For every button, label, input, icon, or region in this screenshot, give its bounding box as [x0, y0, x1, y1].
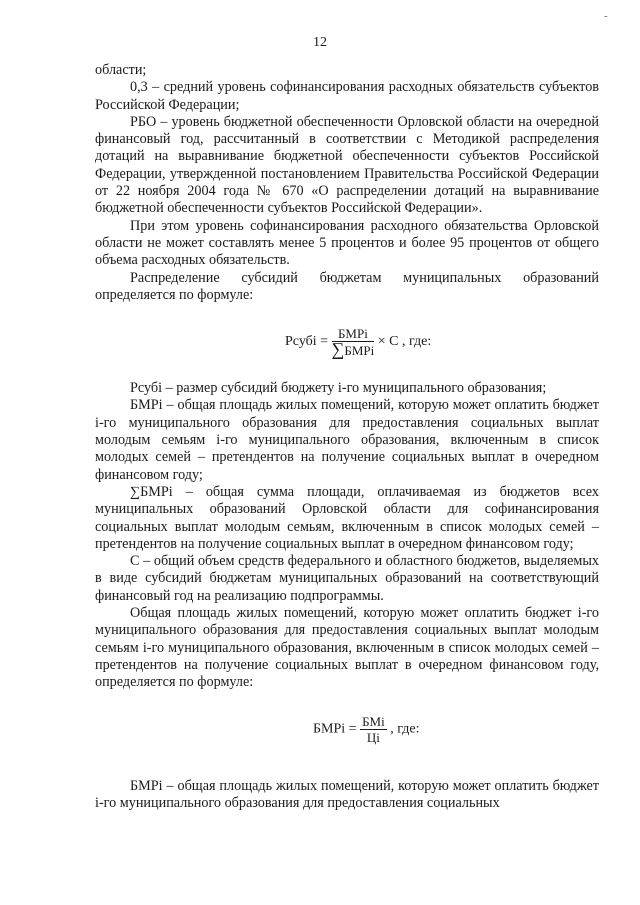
paragraph: ∑БМРi – общая сумма площади, оплачиваемая из бюджетов всех муниципальных образований Орловской области для софинансирования социальных выплат молодым семьям, включенным в список молодых семей – претендентов на получение социальных выплат в очередном финансовом году;: [95, 483, 599, 552]
paragraph: Общая площадь жилых помещений, которую может оплатить бюджет i-го муниципального образования для предоставления социальных выплат молодым семьям i-го муниципального образования, включенным в список молодых семей – претендентов на получение социальных выплат в очередном финансовом году, определяется по формуле:: [95, 605, 599, 691]
paragraph: Рсубi – размер субсидий бюджету i-го муниципального образования;: [130, 380, 547, 397]
formula-fraction: [332, 326, 375, 358]
page-number: 12: [313, 35, 327, 50]
paragraph: При этом уровень софинансирования расходного обязательства Орловской области не может составлять менее 5 процентов и более 95 процентов от общего объема расходных обязательств.: [95, 217, 599, 269]
paragraph: 0,3 – средний уровень софинансирования расходных обязательств субъектов Российской Федерации;: [95, 79, 599, 113]
formula-rhs: × C , где:: [377, 334, 432, 350]
formula-subsidy: [95, 304, 599, 366]
paragraph: Распределение субсидий бюджетам муниципальных образований определяется по формуле:: [95, 269, 599, 303]
formula-area: [95, 692, 599, 762]
formula-denominator: Цi: [366, 729, 380, 745]
formula-rhs: , где:: [390, 721, 420, 737]
paragraph: БМРi – общая площадь жилых помещений, которую может оплатить бюджет i-го муниципального образования для предоставления социальных: [95, 777, 599, 811]
formula-lhs: Pсубi =: [285, 334, 329, 350]
formula-lhs: БМPi =: [313, 721, 357, 737]
formula-fraction: [360, 714, 387, 745]
formula-denominator: БМPi: [344, 343, 375, 359]
formula-numerator: БМPi: [332, 326, 375, 342]
paragraph: РБО – уровень бюджетной обеспеченности Орловской области на очередной финансовый год, рассчитанный в соответствии с Методикой распределения дотаций на выравнивание бюджетной обеспеченности субъектов Российской Федерации, утвержденной постановлением Правительства Российской Федерации от 22 ноября 2004 года № 670 «О распределении дотаций на выравнивание бюджетной обеспеченности субъектов Российской Федерации».: [95, 113, 599, 217]
body-text: [95, 62, 599, 812]
paragraph: С – общий объем средств федерального и областного бюджетов, выделяемых в виде субсидий бюджетам муниципальных образований на соответствующий финансовый год на реализацию подпрограммы.: [95, 553, 599, 604]
paragraph: области;: [95, 62, 147, 78]
paragraph: БМРi – общая площадь жилых помещений, которую может оплатить бюджет i-го муниципального образования для предоставления социальных выплат молодым семьям i-го муниципального образования, включенным в список молодых семей – претендентов на получение социальных выплат в очередном финансовом году;: [95, 397, 599, 483]
sum-symbol: ∑: [331, 339, 345, 360]
corner-mark: -: [604, 10, 608, 22]
formula-numerator: БМi: [362, 713, 385, 729]
